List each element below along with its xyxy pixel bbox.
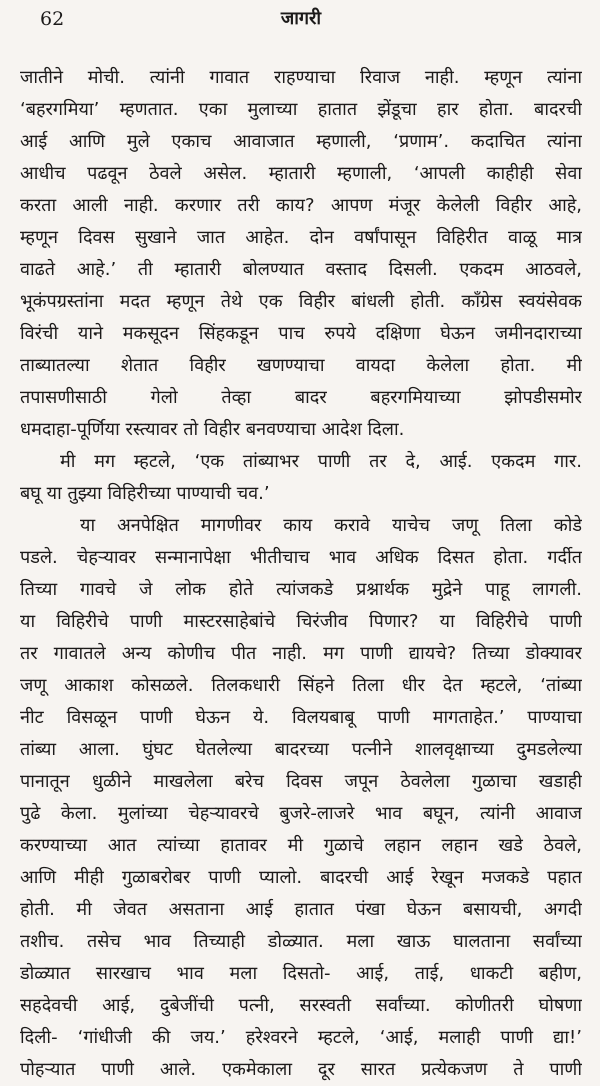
text-line: तांब्या आला. घुंघट घेतलेल्या बादरच्या पत्नीने शालवृक्षाच्या दुमडलेल्या: [20, 739, 582, 760]
text-line: भूकंपग्रस्तांना मदत म्हणून तेथे एक विहीर बांधली होती. कॉंग्रेस स्वयंसेवक: [20, 291, 582, 312]
text-line: पुढे केला. मुलांच्या चेहऱ्यावरचे बुजरे-लाजरे भाव बघून, त्यांनी आवाज: [20, 803, 582, 824]
page-header: [20, 0, 582, 44]
text-line: डोळ्यात सारखाच भाव मला दिसतो- आई, ताई, धाकटी बहीण,: [20, 963, 582, 984]
text-line: पानातून धुळीने माखलेला बरेच दिवस जपून ठेवलेला गुळाचा खडाही: [20, 771, 582, 792]
text-line: पोहऱ्यात पाणी आले. एकमेकाला दूर सारत प्रत्येकजण ते पाणी: [20, 1059, 582, 1080]
text-line: करण्याच्या आत त्यांच्या हातावर मी गुळाचे लहान लहान खडे ठेवले,: [20, 835, 582, 856]
text-line: या अनपेक्षित मागणीवर काय करावे याचेच जणू तिला कोडे: [80, 515, 582, 536]
text-line: तिच्या गावचे जे लोक होते त्यांजकडे प्रश्नार्थक मुद्रेने पाहू लागली.: [20, 579, 582, 600]
text-line: बघू या तुझ्या विहिरीच्या पाण्याची चव.’: [20, 483, 270, 504]
text-line: या विहिरीचे पाणी मास्टरसाहेबांचे चिरंजीव पिणार? या विहिरीचे पाणी: [20, 611, 582, 632]
text-line: तपासणीसाठी गेलो तेव्हा बादर बहरगमियाच्या झोपडीसमोर: [20, 387, 582, 408]
body-text: [20, 62, 582, 1086]
text-line: नीट विसळून पाणी घेऊन ये. विलयबाबू पाणी मागताहेत.’ पाण्याचा: [20, 707, 582, 728]
running-head: जागरी: [280, 8, 322, 29]
text-line: आई आणि मुले एकाच आवाजात म्हणाली, ‘प्रणाम’. कदाचित त्यांना: [20, 131, 582, 152]
text-line: विरंची याने मकसूदन सिंहकडून पाच रुपये दक्षिणा घेऊन जमीनदाराच्या: [20, 323, 582, 344]
text-line: दिली- ‘गांधीजी की जय.’ हरेश्वरने म्हटले, ‘आई, मलाही पाणी द्या!’: [20, 1027, 582, 1048]
text-line: वाढते आहे.’ ती म्हातारी बोलण्यात वस्ताद दिसली. एकदम आठवले,: [20, 259, 582, 280]
page-number: 62: [40, 8, 65, 30]
text-line: मी मग म्हटले, ‘एक तांब्याभर पाणी तर दे, आई. एकदम गार.: [60, 451, 582, 472]
text-line: आणि मीही गुळाबरोबर पाणी प्यालो. बादरची आई रेखून मजकडे पहात: [20, 867, 582, 888]
text-line: जातीने मोची. त्यांनी गावात राहण्याचा रिवाज नाही. म्हणून त्यांना: [20, 67, 582, 88]
text-line: पडले. चेहऱ्यावर सन्मानापेक्षा भीतीचाच भाव अधिक दिसत होता. गर्दीत: [20, 547, 582, 568]
text-line: आधीच पढवून ठेवले असेल. म्हातारी म्हणाली, ‘आपली काहीही सेवा: [20, 163, 582, 184]
text-line: करता आली नाही. करणार तरी काय? आपण मंजूर केलेली विहीर आहे,: [20, 195, 582, 216]
text-line: होती. मी जेवत असताना आई हातात पंखा घेऊन बसायची, अगदी: [20, 899, 582, 920]
text-line: ताब्यातल्या शेतात विहीर खणण्याचा वायदा केलेला होता. मी: [20, 355, 582, 376]
text-line: तर गावातले अन्य कोणीच पीत नाही. मग पाणी द्यायचे? तिच्या डोक्यावर: [20, 643, 582, 664]
text-line: म्हणून दिवस सुखाने जात आहेत. दोन वर्षांपासून विहिरीत वाळू मात्र: [20, 227, 582, 248]
text-line: तशीच. तसेच भाव तिच्याही डोळ्यात. मला खाऊ घालताना सर्वांच्या: [20, 931, 582, 952]
text-line: जणू आकाश कोसळले. तिलकधारी सिंहने तिला धीर देत म्हटले, ‘तांब्या: [20, 675, 582, 696]
text-line: ‘बहरगमिया’ म्हणतात. एका मुलाच्या हातात झेंडूचा हार होता. बादरची: [20, 99, 582, 120]
text-line: धमदाहा-पूर्णिया रस्त्यावर तो विहीर बनवण्याचा आदेश दिला.: [20, 419, 405, 440]
text-line: सहदेवची आई, दुबेजींची पत्नी, सरस्वती सर्वांच्या. कोणीतरी घोषणा: [20, 995, 582, 1016]
